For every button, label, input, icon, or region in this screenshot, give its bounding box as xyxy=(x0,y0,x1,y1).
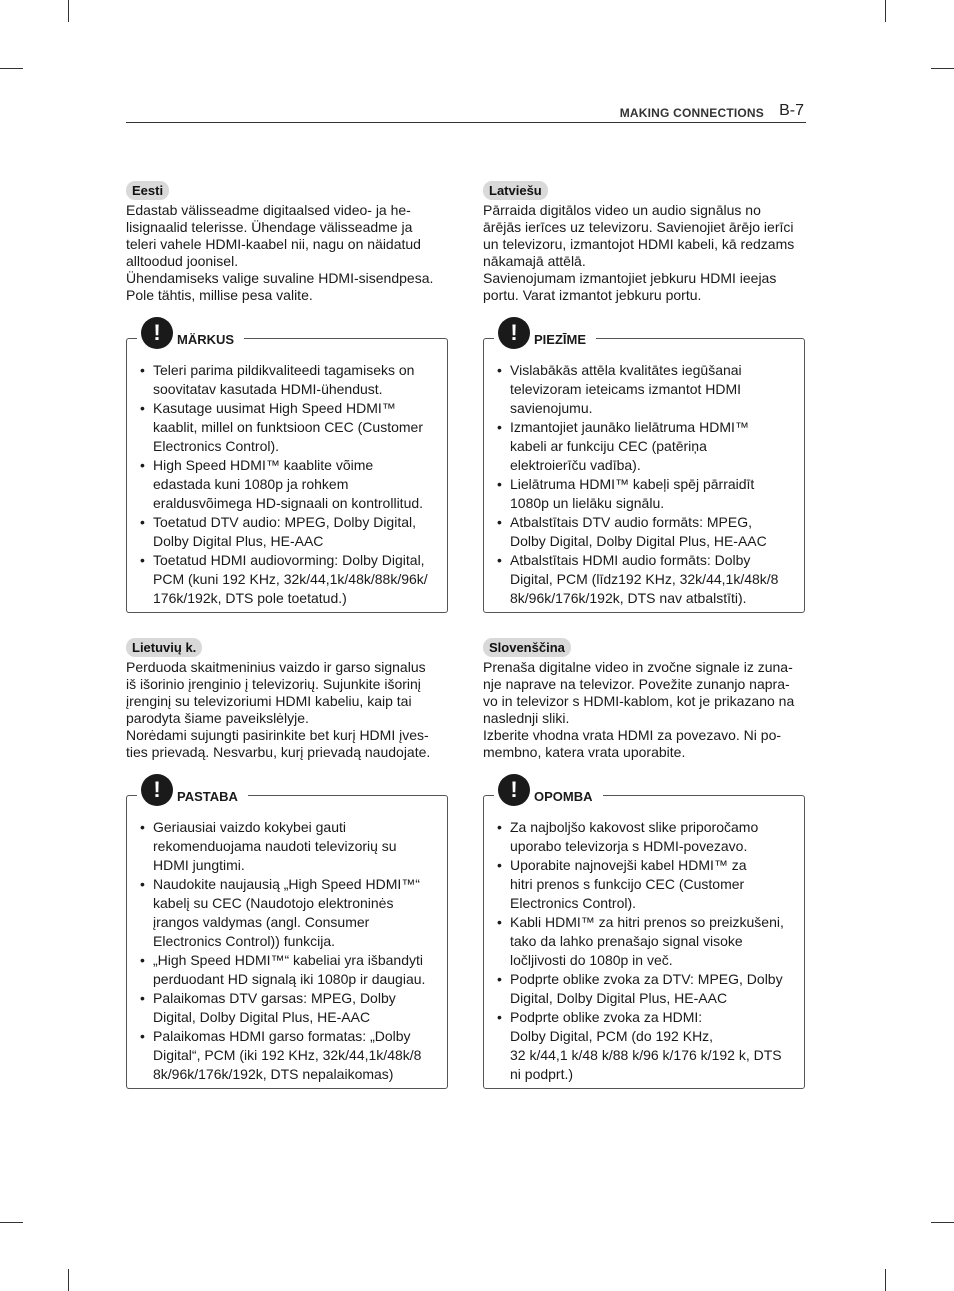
page-header xyxy=(126,100,806,123)
intro-paragraph: Ühendamiseks valige suvaline HDMI-sisendpesa. Pole tähtis, millise pesa valite. xyxy=(126,270,434,303)
section-title: MAKING CONNECTIONS xyxy=(619,106,764,120)
note-title: MÄRKUS xyxy=(177,332,235,347)
crop-mark xyxy=(0,1222,23,1223)
note-title: OPOMBA xyxy=(534,789,593,804)
note-header xyxy=(137,772,248,806)
note-box xyxy=(126,777,448,1089)
intro-text xyxy=(483,659,805,761)
note-item: • Naudokite naujausią „High Speed HDMI™“ kabelį su CEC (Naudotojo elektroninės įrangos valdymas (angl. Consumer Electronics Control)) funkcija. xyxy=(139,875,437,951)
crop-mark xyxy=(68,0,69,22)
note-title: PASTABA xyxy=(177,789,238,804)
note-list xyxy=(496,361,794,608)
intro-paragraph: Perduoda skaitmeninius vaizdo ir garso signalus iš išorinio įrenginio į televizorių. Sujunkite išorinį įrenginį su televizoriumi HDMI kabeliu, kaip tai parodyta šiame paveikslėlyje. xyxy=(126,659,426,726)
note-item: • Geriausiai vaizdo kokybei gauti rekomenduojama naudoti televizorių su HDMI jungtimi. xyxy=(139,818,437,875)
section-slovenscina xyxy=(483,638,805,1089)
note-box xyxy=(126,320,448,613)
exclamation-icon: ! xyxy=(498,317,530,349)
note-header xyxy=(494,315,596,349)
note-header xyxy=(137,315,244,349)
language-label: Lietuvių k. xyxy=(126,638,202,657)
note-item: • Podprte oblike zvoka za HDMI: Dolby Digital, PCM (do 192 KHz, 32 k/44,1 k/48 k/88 k/96 k/176 k/192 k, DTS ni podprt.) xyxy=(496,1008,794,1084)
intro-paragraph: Prenaša digitalne video in zvočne signale iz zuna- nje naprave na televizor. Povežite zunanjo napra- vo in televizor s HDMI-kablom, kot je prikazano na naslednji sliki. xyxy=(483,659,795,726)
note-item: • Izmantojiet jaunāko lielātruma HDMI™ kabeli ar funkciju CEC (patēriņa elektroierīču vadība). xyxy=(496,418,794,475)
intro-text xyxy=(126,202,448,304)
language-label: Eesti xyxy=(126,181,169,200)
crop-mark xyxy=(885,0,886,22)
intro-paragraph: Izberite vhodna vrata HDMI za povezavo. Ni po- membno, katera vrata uporabite. xyxy=(483,727,782,760)
note-item: • „High Speed HDMI™“ kabeliai yra išbandyti perduodant HD signalą iki 1080p ir daugiau. xyxy=(139,951,437,989)
note-item: • Kabli HDMI™ za hitri prenos so preizkušeni, tako da lahko prenašajo signal visoke ločljivosti do 1080p in več. xyxy=(496,913,794,970)
crop-mark xyxy=(68,1269,69,1291)
note-list xyxy=(139,818,437,1084)
note-item: • Atbalstītais DTV audio formāts: MPEG, Dolby Digital, Dolby Digital Plus, HE-AAC xyxy=(496,513,794,551)
note-item: • High Speed HDMI™ kaablite võime edastada kuni 1080p ja rohkem eraldusvõimega HD-signaali on kontrollitud. xyxy=(139,456,437,513)
note-title: PIEZĪME xyxy=(534,332,587,347)
intro-text xyxy=(483,202,805,304)
note-header xyxy=(494,772,603,806)
intro-paragraph: Savienojumam izmantojiet jebkuru HDMI ieejas portu. Varat izmantot jebkuru portu. xyxy=(483,270,777,303)
note-item: • Kasutage uusimat High Speed HDMI™ kaablit, millel on funktsioon CEC (Customer Electronics Control). xyxy=(139,399,437,456)
crop-mark xyxy=(931,1222,954,1223)
note-list xyxy=(139,361,437,608)
crop-mark xyxy=(885,1269,886,1291)
section-latviesu xyxy=(483,181,805,613)
note-item: • Za najboljšo kakovost slike priporočamo uporabo televizorja s HDMI-povezavo. xyxy=(496,818,794,856)
intro-text xyxy=(126,659,448,761)
intro-paragraph: Norėdami sujungti pasirinkite bet kurį HDMI įves- ties prievadą. Nesvarbu, kurį prievadą naudojate. xyxy=(126,727,431,760)
note-box xyxy=(483,320,805,613)
note-item: • Podprte oblike zvoka za DTV: MPEG, Dolby Digital, Dolby Digital Plus, HE-AAC xyxy=(496,970,794,1008)
exclamation-icon: ! xyxy=(141,774,173,806)
language-label: Latviešu xyxy=(483,181,548,200)
language-label: Slovenščina xyxy=(483,638,571,657)
section-lietuviu xyxy=(126,638,448,1089)
exclamation-icon: ! xyxy=(498,774,530,806)
note-item: • Lielātruma HDMI™ kabeļi spēj pārraidīt 1080p un lielāku signālu. xyxy=(496,475,794,513)
crop-mark xyxy=(0,68,23,69)
note-item: • Toetatud HDMI audiovorming: Dolby Digital, PCM (kuni 192 KHz, 32k/44,1k/48k/88k/96k/ 176k/192k, DTS pole toetatud.) xyxy=(139,551,437,608)
note-item: • Palaikomas HDMI garso formatas: „Dolby Digital“, PCM (iki 192 KHz, 32k/44,1k/48k/8 8k/96k/176k/192k, DTS nepalaikomas) xyxy=(139,1027,437,1084)
note-list xyxy=(496,818,794,1084)
page-number: B-7 xyxy=(779,102,804,119)
intro-paragraph: Edastab välisseadme digitaalsed video- ja he- lisignaalid telerisse. Ühendage välisseadme ja teleri vahele HDMI-kaabel nii, nagu on näidatud alltoodud joonisel. xyxy=(126,202,421,269)
note-item: • Toetatud DTV audio: MPEG, Dolby Digital, Dolby Digital Plus, HE-AAC xyxy=(139,513,437,551)
exclamation-icon: ! xyxy=(141,317,173,349)
note-item: • Uporabite najnovejši kabel HDMI™ za hitri prenos s funkcijo CEC (Customer Electronics Control). xyxy=(496,856,794,913)
note-item: • Palaikomas DTV garsas: MPEG, Dolby Digital, Dolby Digital Plus, HE-AAC xyxy=(139,989,437,1027)
section-eesti xyxy=(126,181,448,613)
intro-paragraph: Pārraida digitālos video un audio signālus no ārējās ierīces uz televizoru. Savienojiet ārējo ierīci un televizoru, izmantojot HDMI kabeli, kā redzams nākamajā attēlā. xyxy=(483,202,795,269)
note-box xyxy=(483,777,805,1089)
note-item: • Vislabākās attēla kvalitātes iegūšanai televizoram ieteicams izmantot HDMI savienojumu. xyxy=(496,361,794,418)
note-item: • Teleri parima pildikvaliteedi tagamiseks on soovitatav kasutada HDMI-ühendust. xyxy=(139,361,437,399)
note-item: • Atbalstītais HDMI audio formāts: Dolby Digital, PCM (līdz192 KHz, 32k/44,1k/48k/8 8k/96k/176k/192k, DTS nav atbalstīti). xyxy=(496,551,794,608)
crop-mark xyxy=(931,68,954,69)
